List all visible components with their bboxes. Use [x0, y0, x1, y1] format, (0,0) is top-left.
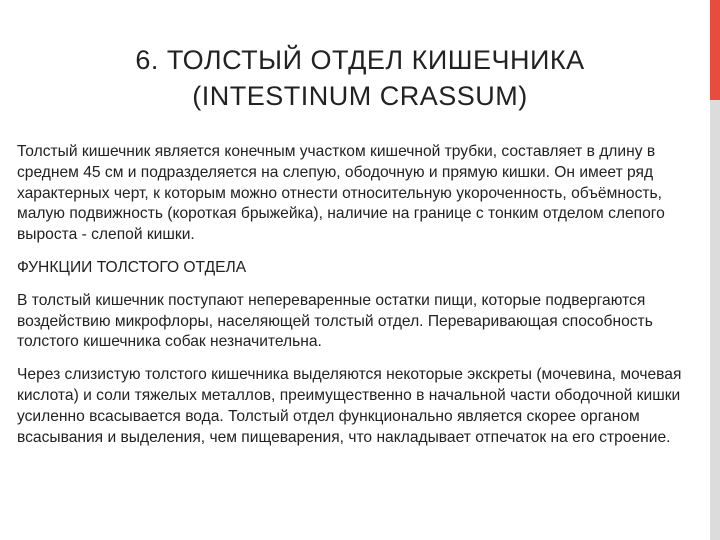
- paragraph-excretion: Через слизистую толстого кишечника выделяются некоторые экскреты (мочевина, мочевая кислота) и соли тяжелых металлов, преимущественно в начальной части ободочной кишки усиленно всасывается вода. Толстый отдел функционально является скорее органом всасывания и выделения, чем пищеварения, что накладывает отпечаток на его строение.: [17, 366, 682, 446]
- slide-title-line2: (INTESTINUM CRASSUM): [192, 81, 528, 111]
- slide-title: [20, 42, 700, 114]
- accent-bar-red: [710, 0, 720, 100]
- paragraph-intro: Толстый кишечник является конечным участком кишечной трубки, составляет в длину в среднем 45 см и подразделяется на слепую, ободочную и прямую кишки. Он имеет ряд характерных черт, к которым можно отнести относительную укороченность, объёмность, малую подвижность (короткая брыжейка), наличие на границе с тонким отделом слепого выроста - слепой кишки.: [17, 143, 665, 244]
- paragraph-digestion: В толстый кишечник поступают непереваренные остатки пищи, которые подвергаются воздействию микрофлоры, населяющей толстый отдел. Переваривающая способность толстого кишечника собак незначительна.: [17, 291, 653, 351]
- slide-body: [17, 142, 691, 460]
- accent-bar-gray: [710, 100, 720, 540]
- section-heading-functions: ФУНКЦИИ ТОЛСТОГО ОТДЕЛА: [17, 258, 247, 276]
- slide-title-line1: 6. ТОЛСТЫЙ ОТДЕЛ КИШЕЧНИКА: [135, 45, 585, 75]
